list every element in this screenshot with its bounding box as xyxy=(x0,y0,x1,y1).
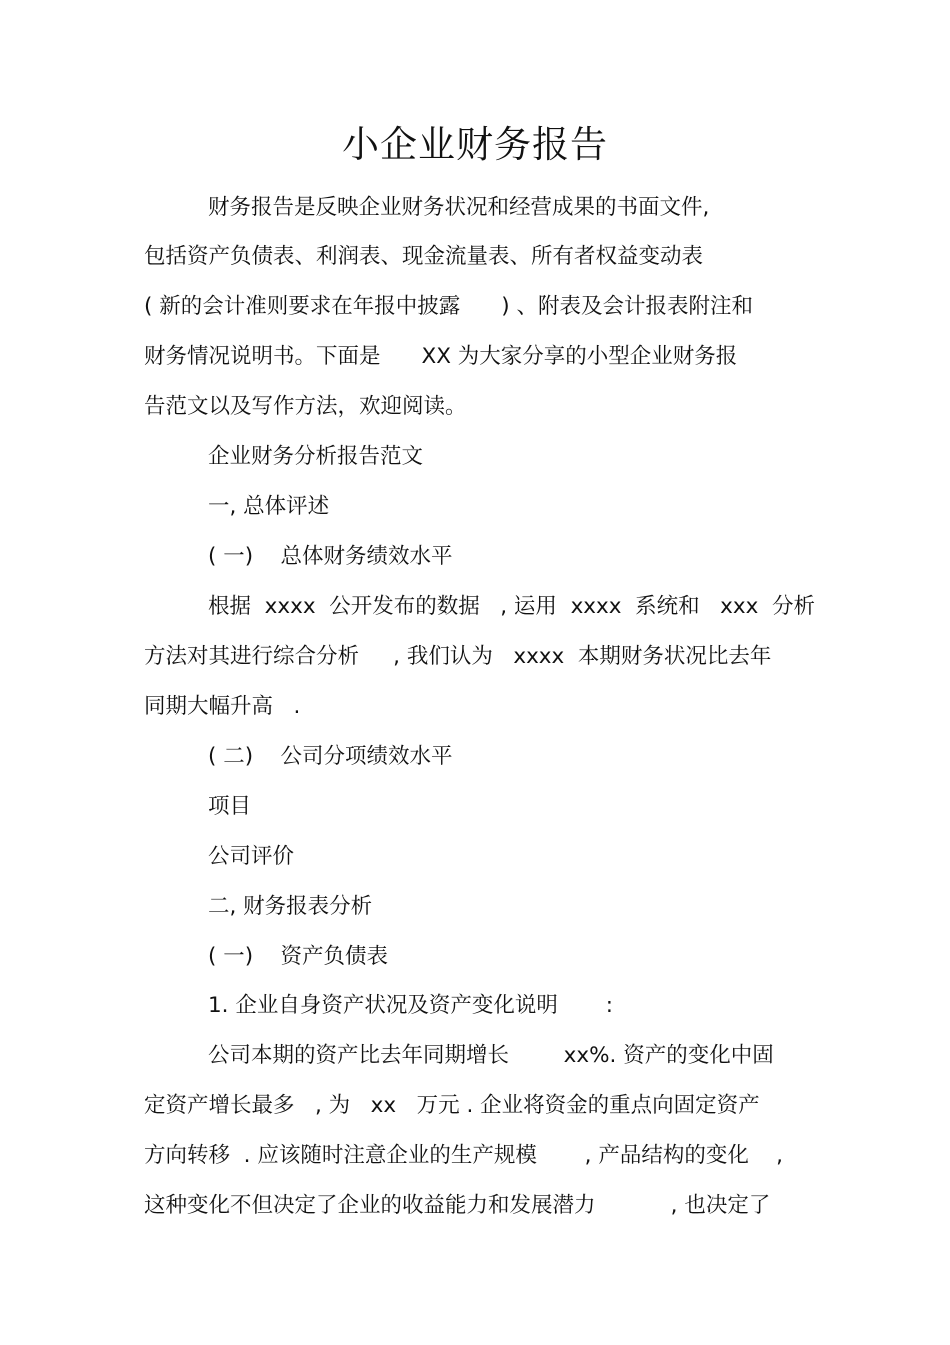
paragraph-line: ( 新的会计准则要求在年报中披露 ) 、附表及会计报表附注和 xyxy=(144,294,753,319)
paragraph-line: 这种变化不但决定了企业的收益能力和发展潜力 , 也决定了 xyxy=(144,1193,771,1218)
numbered-heading: 1. 企业自身资产状况及资产变化说明 : xyxy=(208,993,613,1018)
paragraph-line: 方法对其进行综合分析 , 我们认为 xxxx 本期财务状况比去年 xyxy=(144,644,772,669)
subsection-heading: ( 一) 总体财务绩效水平 xyxy=(208,544,453,569)
paragraph-line: 方向转移 . 应该随时注意企业的生产规模 , 产品结构的变化 , xyxy=(144,1143,784,1168)
paragraph-line: 同期大幅升高 . xyxy=(144,694,301,719)
subsection-heading: ( 二) 公司分项绩效水平 xyxy=(208,744,453,769)
paragraph-line: 根据 xxxx 公开发布的数据 , 运用 xxxx 系统和 xxx 分析 xyxy=(208,594,815,619)
list-item: 公司评价 xyxy=(208,844,295,869)
list-item: 项目 xyxy=(208,794,252,819)
section-heading: 企业财务分析报告范文 xyxy=(208,444,424,469)
section-heading: 二, 财务报表分析 xyxy=(208,894,373,919)
paragraph-line: 定资产增长最多 , 为 xx 万元 . 企业将资金的重点向固定资产 xyxy=(144,1093,760,1118)
paragraph-line: 财务报告是反映企业财务状况和经营成果的书面文件, xyxy=(208,195,710,220)
paragraph-line: 公司本期的资产比去年同期增长 xx%. 资产的变化中固 xyxy=(208,1043,774,1068)
subsection-heading: ( 一) 资产负债表 xyxy=(208,944,388,969)
paragraph-line: 告范文以及写作方法，欢迎阅读。 xyxy=(144,394,467,419)
paragraph-line: 财务情况说明书。下面是 XX 为大家分享的小型企业财务报 xyxy=(144,344,738,369)
document-title: 小企业财务报告 xyxy=(342,123,608,166)
section-heading: 一, 总体评述 xyxy=(208,494,330,519)
paragraph-line: 包括资产负债表、利润表、现金流量表、所有者权益变动表 xyxy=(144,244,704,269)
